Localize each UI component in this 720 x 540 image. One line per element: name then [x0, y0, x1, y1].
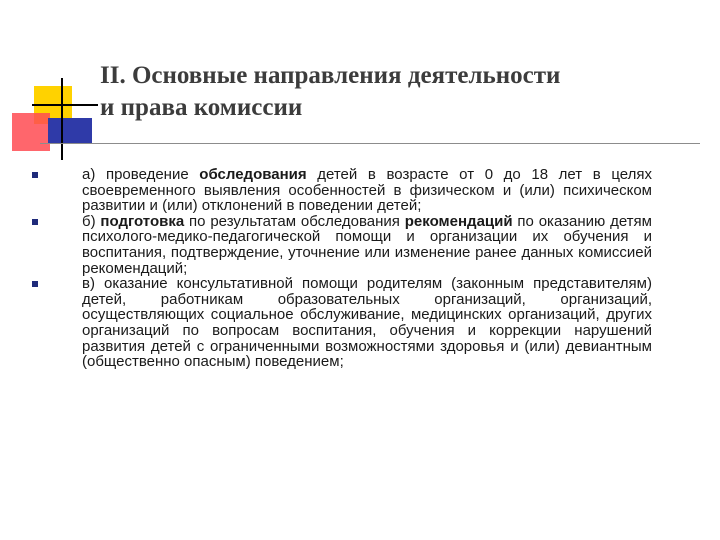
- list-item: [32, 276, 652, 370]
- bullet-square-icon: [32, 219, 38, 225]
- logo-horizontal-line: [32, 104, 98, 106]
- logo-red-square: [12, 113, 50, 151]
- list-item-text: в) оказание консультативной помощи родителям (законным представителям) детей, работникам образовательных организаций, организаций, осуществляющих социальное обслуживание, медицинских организаций, других организаций по вопросам воспитания, обучения и коррекции нарушений развития детей с ограниченными возможностями здоровья и (или) девиантным (общественно опасным) поведением;: [82, 275, 652, 371]
- logo-blue-square: [48, 118, 92, 144]
- bullet-square-icon: [32, 281, 38, 287]
- list-item: [32, 214, 652, 276]
- list-item: [32, 167, 652, 214]
- title-line-2: и права комиссии: [100, 94, 303, 121]
- page-title: [100, 60, 710, 124]
- bullet-list: [32, 167, 652, 370]
- list-item-text: а) проведение обследования детей в возрасте от 0 до 18 лет в целях своевременного выявления особенностей в физическом и (или) психическом развитии и (или) отклонений в поведении детей;: [82, 166, 652, 215]
- list-item-text: б) подготовка по результатам обследования рекомендаций по оказанию детям психолого-медико-педагогической помощи и организации их обучения и воспитания, подтверждение, уточнение или изменение ранее данных комиссией рекомендаций;: [82, 212, 652, 277]
- bullet-square-icon: [32, 172, 38, 178]
- title-underline: [40, 143, 700, 144]
- title-line-1: II. Основные направления деятельности: [100, 62, 561, 89]
- logo-vertical-line: [61, 78, 63, 160]
